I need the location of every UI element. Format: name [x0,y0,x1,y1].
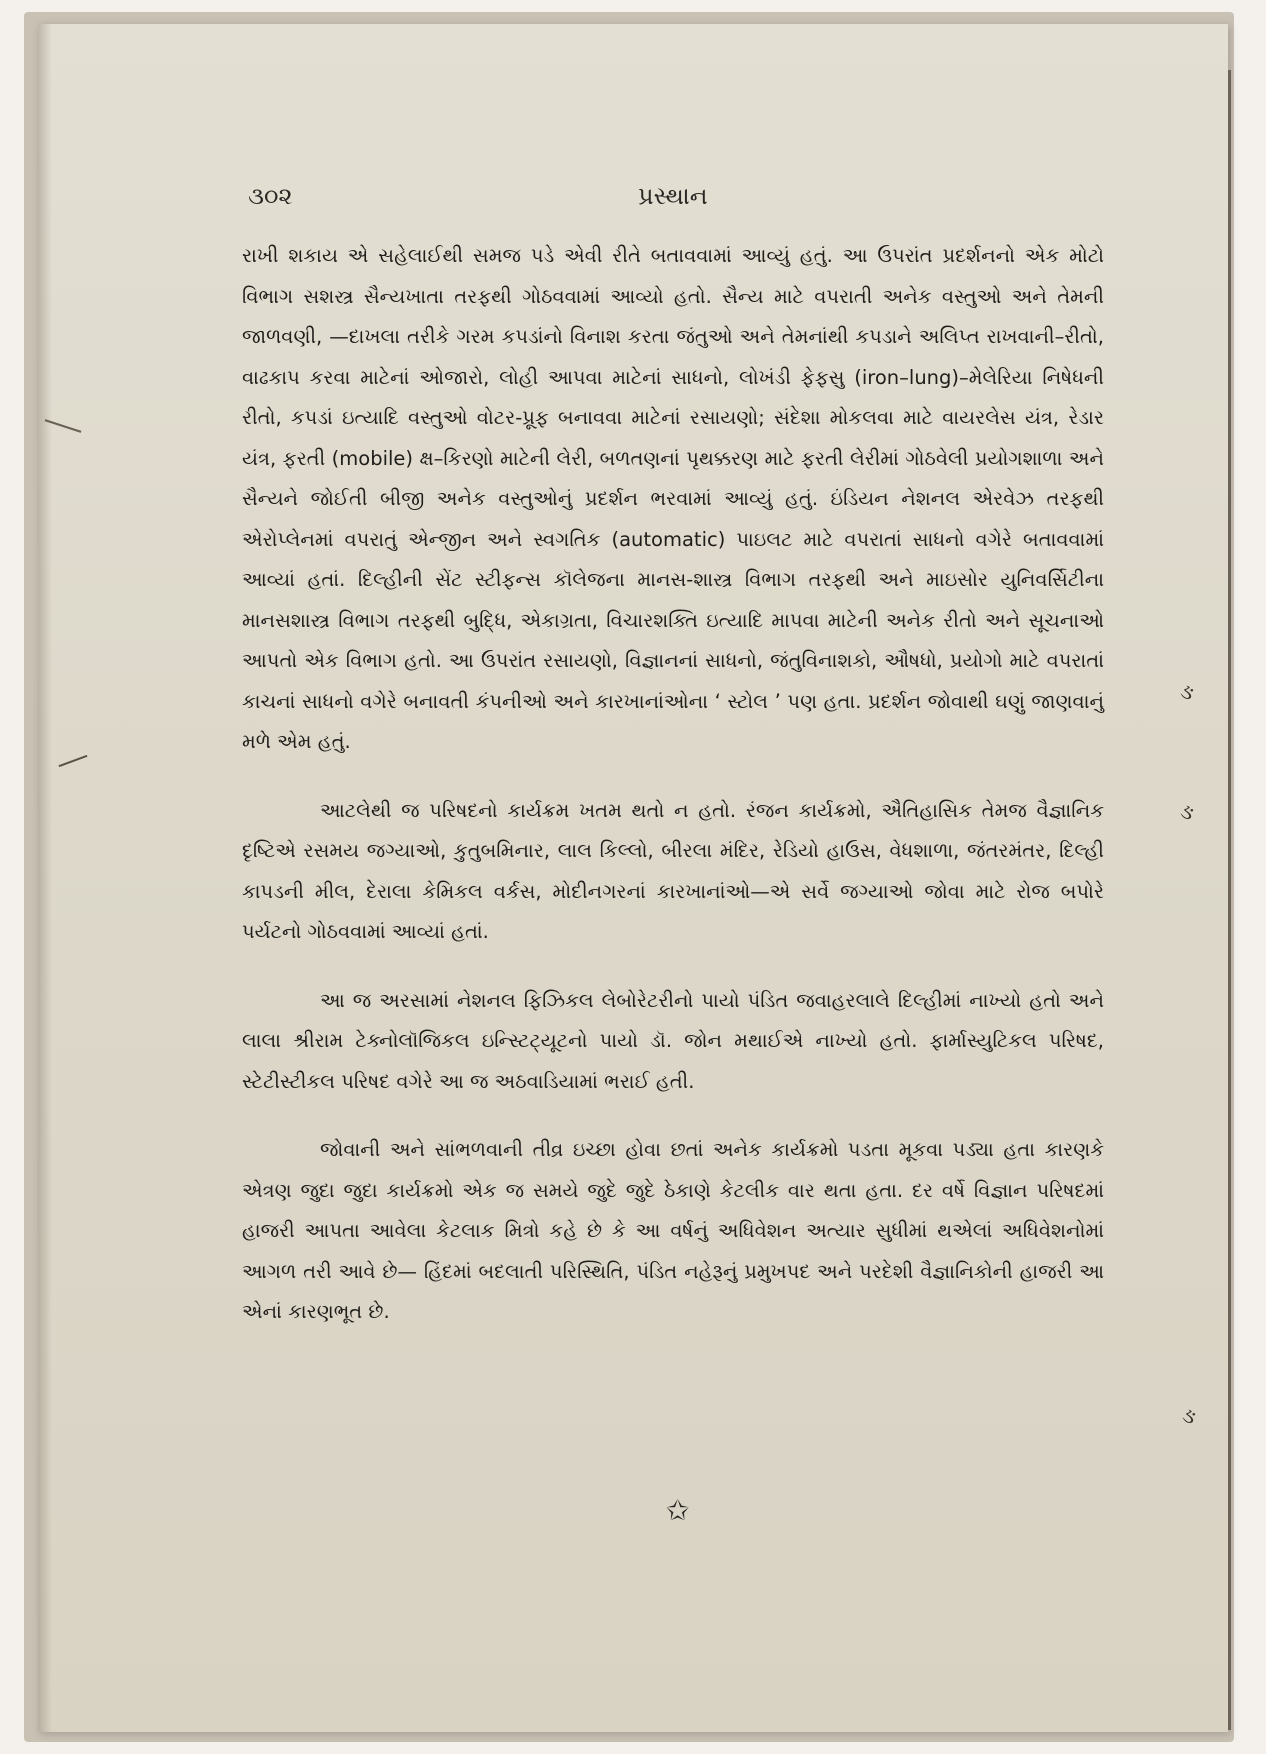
page-header [248,182,1128,216]
page-shadow [38,24,52,1732]
paragraph: આટલેથી જ પરિષદનો કાર્યક્રમ ખતમ થતો ન હતો. રંજન કાર્યક્રમો, ઐતિહાસિક તેમજ વૈજ્ઞાનિક દૃષ્ટિએ રસમય જગ્યાઓ, કુતુબમિનાર, લાલ કિલ્લો, બીરલા મંદિર, રેડિયો હાઉસ, વેધશાળા, જંતરમંતર, દિલ્હી કાપડની મીલ, દેરાલા કેમિકલ વર્કસ, મોદીનગરનાં કારખાનાંઓ—એ સર્વે જગ્યાઓ જોવા માટે રોજ બપોરે પર્યટનો ગોઠવવામાં આવ્યાં હતાં. [242,798,1104,943]
section-end-star: ✩ [666,1494,690,1527]
paragraph: આ જ અરસામાં નેશનલ ફિઝિકલ લેબોરેટરીનો પાયો પંડિત જવાહરલાલે દિલ્હીમાં નાખ્યો હતો અને લાલા શ્રીરામ ટેક્નોલૉજિકલ ઇન્સ્ટિટ્યૂટનો પાયો ડૉ. જોન મથાઈએ નાખ્યો હતો. ફાર્માસ્યુટિકલ પરિષદ, સ્ટેટીસ્ટીકલ પરિષદ વગેરે આ જ અઠવાડિયામાં ભરાઈ હતી. [242,988,1104,1093]
body-text [242,236,1104,1333]
page-number: ૩૦૨ [248,182,293,210]
bleed-through-mark: ઙ [1180,680,1195,705]
bleed-through-mark: ઙ [1180,800,1195,825]
bleed-through-mark: ઙ [1182,1404,1197,1429]
paragraph: જોવાની અને સાંભળવાની તીવ્ર ઇચ્છા હોવા છતાં અનેક કાર્યક્રમો પડતા મૂકવા પડ્યા હતા કારણકે એત્રણ જુદા જુદા કાર્યક્રમો એક જ સમયે જુદે જુદે ઠેકાણે કેટલીક વાર થતા હતા. દર વર્ષે વિજ્ઞાન પરિષદમાં હાજરી આપતા આવેલા કેટલાક મિત્રો કહે છે કે આ વર્ષનું અધિવેશન અત્યાર સુધીમાં થએલાં અધિવેશનોમાં આગળ તરી આવે છે— હિંદમાં બદલાતી પરિસ્થિતિ, પંડિત નહેરૂનું પ્રમુખપદ અને પરદેશી વૈજ્ઞાનિકોની હાજરી આ એનાં કારણભૂત છે. [242,1138,1104,1323]
running-title: પ્રસ્થાન [638,182,708,210]
paragraph: રાખી શકાય એ સહેલાઈથી સમજ પડે એવી રીતે બતાવવામાં આવ્યું હતું. આ ઉપરાંત પ્રદર્શનનો એક મોટો વિભાગ સશસ્ત્ર સૈન્યખાતા તરફથી ગોઠવવામાં આવ્યો હતો. સૈન્ય માટે વપરાતી અનેક વસ્તુઓ અને તેમની જાળવણી, —દાખલા તરીકે ગરમ કપડાંનો વિનાશ કરતા જંતુઓ અને તેમનાંથી કપડાને અલિપ્ત રાખવાની–રીતો, વાઢકાપ કરવા માટેનાં ઓજારો, લોહી આપવા માટેનાં સાધનો, લોખંડી ફેફસુ (iron–lung)–મેલેરિયા નિષેધની રીતો, કપડાં ઇત્યાદિ વસ્તુઓ વોટર-પ્રૂફ બનાવવા માટેનાં રસાયણો; સંદેશા મોકલવા માટે વાયરલેસ યંત્ર, રેડાર યંત્ર, ફરતી (mobile) ક્ષ–કિરણો માટેની લેરી, બળતણનાં પૃથક્કરણ માટે ફરતી લેરીમાં ગોઠવેલી પ્રયોગશાળા અને સૈન્યને જોઈતી બીજી અનેક વસ્તુઓનું પ્રદર્શન ભરવામાં આવ્યું હતું. ઇંડિયન નેશનલ એરવેઝ તરફથી એરોપ્લેનમાં વપરાતું એન્જીન અને સ્વગતિક (automatic) પાઇલટ માટે વપરાતાં સાધનો વગેરે બતાવવામાં આવ્યાં હતાં. દિલ્હીની સેંટ સ્ટીફન્સ કૉલેજના માનસ-શાસ્ત્ર વિભાગ તરફથી અને માઇસોર યુનિવર્સિટીના માનસશાસ્ત્ર વિભાગ તરફથી બુદ્ધિ, એકાગ્રતા, વિચારશક્તિ ઇત્યાદિ માપવા માટેની અનેક રીતો અને સૂચનાઓ આપતો એક વિભાગ હતો. આ ઉપરાંત રસાયણો, વિજ્ઞાનનાં સાધનો, જંતુવિનાશકો, ઔષધો, પ્રયોગો માટે વપરાતાં કાચનાં સાધનો વગેરે બનાવતી કંપનીઓ અને કારખાનાંઓના ‘ સ્ટોલ ’ પણ હતા. પ્રદર્શન જોવાથી ઘણું જાણવાનું મળે એમ હતું. [242,244,1104,753]
page-edge [1228,70,1231,1730]
